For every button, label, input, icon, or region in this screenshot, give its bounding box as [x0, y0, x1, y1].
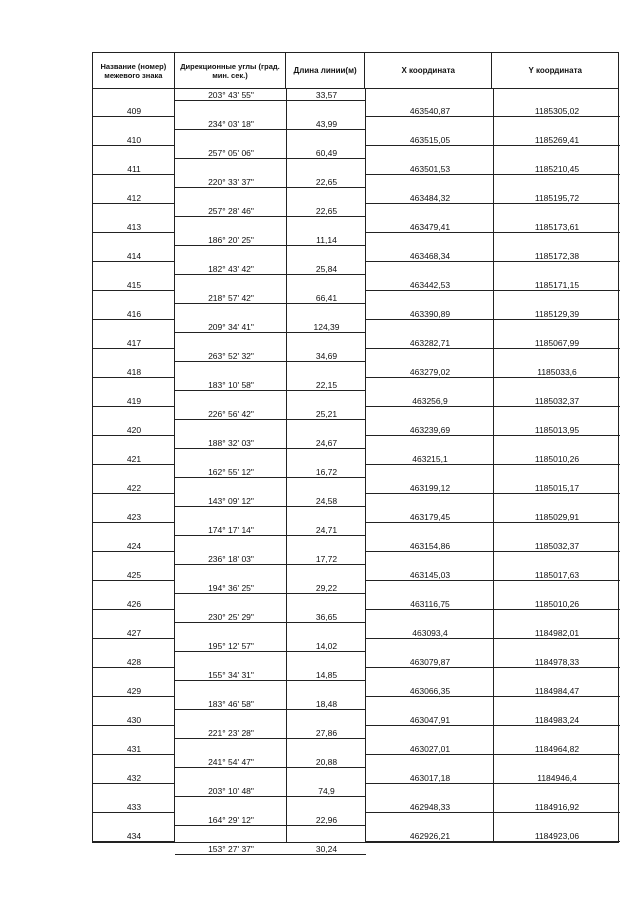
row-divider — [175, 709, 366, 710]
row-divider — [366, 754, 620, 755]
direction-angle-cell: 221° 23' 28" — [208, 727, 254, 738]
x-coordinate-cell: 463066,35 — [409, 685, 451, 696]
row-divider — [93, 754, 175, 755]
point-number-cell: 425 — [126, 569, 142, 580]
y-coordinate-cell: 1185015,17 — [534, 482, 580, 493]
point-number-cell: 418 — [126, 366, 142, 377]
point-number-cell: 414 — [126, 250, 142, 261]
row-divider — [175, 158, 366, 159]
row-divider — [175, 825, 366, 826]
row-divider — [175, 245, 366, 246]
row-divider — [175, 854, 366, 855]
line-length-cell: 25,21 — [315, 408, 338, 419]
point-number-cell: 423 — [126, 511, 142, 522]
point-number-cell: 426 — [126, 598, 142, 609]
row-divider — [175, 651, 366, 652]
point-number-cell: 410 — [126, 134, 142, 145]
direction-angle-cell: 186° 20' 25" — [208, 234, 254, 245]
y-coordinate-cell: 1185195,72 — [534, 192, 580, 203]
direction-angle-cell: 209° 34' 41" — [208, 321, 254, 332]
direction-angle-cell: 263° 52' 32" — [208, 350, 254, 361]
y-coordinate-cell: 1185172,38 — [534, 250, 580, 261]
row-divider — [366, 377, 620, 378]
point-number-cell: 412 — [126, 192, 142, 203]
y-coordinate-cell: 1185210,45 — [534, 163, 580, 174]
direction-angle-cell: 194° 36' 25" — [208, 582, 254, 593]
line-length-cell: 29,22 — [315, 582, 338, 593]
y-coordinate-cell: 1184983,24 — [534, 714, 580, 725]
x-coordinate-cell: 462948,33 — [409, 801, 451, 812]
y-coordinate-cell: 1185129,39 — [534, 308, 580, 319]
row-divider — [366, 841, 620, 842]
y-coordinate-cell: 1185305,02 — [534, 106, 580, 116]
x-coordinate-cell: 463390,89 — [409, 308, 451, 319]
point-number-cell: 413 — [126, 221, 142, 232]
header-point-name: Название (номер) межевого знака — [93, 53, 175, 88]
y-coordinate-cell: 1185017,63 — [534, 569, 580, 580]
row-divider — [175, 564, 366, 565]
direction-angle-cell: 183° 10' 58" — [208, 379, 254, 390]
direction-angle-cell: 162° 55' 12" — [208, 466, 254, 477]
row-divider — [175, 274, 366, 275]
line-length-cell: 27,86 — [315, 727, 338, 738]
point-number-cell: 422 — [126, 482, 142, 493]
table-header — [92, 52, 619, 89]
row-divider — [366, 348, 620, 349]
point-number-cell: 421 — [126, 453, 142, 464]
row-divider — [175, 535, 366, 536]
x-coordinate-cell: 463179,45 — [409, 511, 451, 522]
line-length-cell: 18,48 — [315, 698, 338, 709]
line-length-cell: 22,15 — [315, 379, 338, 390]
row-divider — [366, 638, 620, 639]
direction-angle-cell: 226° 56' 42" — [208, 408, 254, 419]
direction-angle-cell: 203° 43' 55" — [208, 90, 254, 100]
line-length-cell: 24,58 — [315, 495, 338, 506]
row-divider — [93, 319, 175, 320]
line-length-cell: 22,65 — [315, 205, 338, 216]
x-coordinate-cell: 463484,32 — [409, 192, 451, 203]
row-divider — [366, 116, 620, 117]
row-divider — [93, 725, 175, 726]
row-divider — [93, 609, 175, 610]
line-length-cell: 43,99 — [315, 119, 338, 129]
row-divider — [366, 696, 620, 697]
line-length-cell: 66,41 — [315, 292, 338, 303]
x-coordinate-cell: 463540,87 — [409, 106, 451, 116]
direction-angle-cell: 143° 09' 12" — [208, 495, 254, 506]
row-divider — [366, 406, 620, 407]
row-divider — [175, 796, 366, 797]
row-divider — [93, 551, 175, 552]
y-coordinate-cell: 1184946,4 — [537, 772, 577, 783]
row-divider — [93, 348, 175, 349]
direction-angle-cell: 218° 57' 42" — [208, 292, 254, 303]
x-coordinate-cell: 463501,53 — [409, 163, 451, 174]
x-coordinate-cell: 463047,91 — [409, 714, 451, 725]
line-length-cell: 22,96 — [315, 814, 338, 825]
y-coordinate-cell: 1185033,6 — [537, 366, 577, 377]
point-number-cell: 424 — [126, 540, 142, 551]
line-length-cell: 25,84 — [315, 263, 338, 274]
point-number-cell: 419 — [126, 395, 142, 406]
line-length-cell: 124,39 — [313, 321, 340, 332]
y-coordinate-cell: 1185171,15 — [534, 279, 580, 290]
row-divider — [175, 767, 366, 768]
row-divider — [175, 680, 366, 681]
y-coordinate-cell: 1185032,37 — [534, 395, 580, 406]
point-number-cell: 433 — [126, 801, 142, 812]
direction-angle-cell: 203° 10' 48" — [208, 785, 254, 796]
line-length-cell: 36,65 — [315, 611, 338, 622]
point-number-cell: 415 — [126, 279, 142, 290]
row-divider — [93, 638, 175, 639]
x-coordinate-cell: 463199,12 — [409, 482, 451, 493]
x-coordinate-cell: 463515,05 — [409, 134, 451, 145]
y-coordinate-cell: 1184978,33 — [534, 656, 580, 667]
row-divider — [366, 319, 620, 320]
row-divider — [366, 435, 620, 436]
line-length-cell: 14,02 — [315, 640, 338, 651]
direction-angle-cell: 195° 12' 57" — [208, 640, 254, 651]
line-length-cell: 14,85 — [315, 669, 338, 680]
row-divider — [366, 174, 620, 175]
row-divider — [175, 506, 366, 507]
row-divider — [366, 232, 620, 233]
y-coordinate-cell: 1185010,26 — [534, 453, 580, 464]
row-divider — [93, 580, 175, 581]
y-coordinate-cell: 1185067,99 — [534, 337, 580, 348]
row-divider — [93, 174, 175, 175]
row-divider — [366, 551, 620, 552]
direction-angle-cell: 220° 33' 37" — [208, 176, 254, 187]
line-length-cell: 22,65 — [315, 176, 338, 187]
row-divider — [366, 203, 620, 204]
direction-angle-cell: 230° 25' 29" — [208, 611, 254, 622]
y-coordinate-cell: 1185010,26 — [534, 598, 580, 609]
point-number-cell: 434 — [126, 830, 142, 841]
row-divider — [175, 622, 366, 623]
row-divider — [175, 738, 366, 739]
row-divider — [366, 725, 620, 726]
row-divider — [93, 464, 175, 465]
y-coordinate-cell: 1185013,95 — [534, 424, 580, 435]
line-length-cell: 74,9 — [318, 785, 335, 796]
x-coordinate-cell: 463154,86 — [409, 540, 451, 551]
line-length-cell: 30,24 — [315, 843, 338, 854]
header-x-coordinate: X координата — [365, 53, 493, 88]
point-number-cell: 416 — [126, 308, 142, 319]
y-coordinate-cell: 1185173,61 — [534, 221, 580, 232]
row-divider — [175, 390, 366, 391]
x-coordinate-cell: 462926,21 — [409, 830, 451, 841]
line-length-cell: 16,72 — [315, 466, 338, 477]
point-number-cell: 428 — [126, 656, 142, 667]
x-coordinate-cell: 463239,69 — [409, 424, 451, 435]
y-coordinate-cell: 1184916,92 — [534, 801, 580, 812]
y-coordinate-cell: 1185029,91 — [534, 511, 580, 522]
direction-angle-cell: 241° 54' 47" — [208, 756, 254, 767]
x-coordinate-cell: 463116,75 — [410, 598, 450, 609]
x-coordinate-cell: 463215,1 — [412, 453, 448, 464]
row-divider — [175, 100, 366, 101]
line-length-cell: 34,69 — [315, 350, 338, 361]
direction-angle-cell: 155° 34' 31" — [208, 669, 254, 680]
row-divider — [175, 361, 366, 362]
row-divider — [175, 448, 366, 449]
header-y-coordinate: Y координата — [528, 65, 582, 75]
line-length-cell: 17,72 — [315, 553, 338, 564]
line-length-cell: 11,14 — [316, 234, 337, 245]
row-divider — [93, 783, 175, 784]
y-coordinate-cell: 1185269,41 — [534, 134, 580, 145]
row-divider — [93, 145, 175, 146]
row-divider — [175, 593, 366, 594]
row-divider — [366, 145, 620, 146]
row-divider — [175, 129, 366, 130]
y-coordinate-cell: 1184982,01 — [534, 627, 580, 638]
point-number-cell: 420 — [126, 424, 142, 435]
row-divider — [366, 609, 620, 610]
row-divider — [93, 435, 175, 436]
y-coordinate-cell: 1184923,06 — [534, 830, 580, 841]
point-number-cell: 427 — [126, 627, 142, 638]
row-divider — [366, 812, 620, 813]
row-divider — [93, 377, 175, 378]
x-coordinate-cell: 463079,87 — [409, 656, 451, 667]
row-divider — [366, 783, 620, 784]
row-divider — [366, 290, 620, 291]
y-coordinate-cell: 1185032,37 — [534, 540, 580, 551]
row-divider — [366, 667, 620, 668]
direction-angle-cell: 174° 17' 14" — [208, 524, 254, 535]
direction-angle-cell: 234° 03' 18" — [208, 119, 254, 129]
header-line-length: Длина линии(м) — [286, 53, 365, 88]
line-length-cell: 24,67 — [315, 437, 338, 448]
row-divider — [93, 406, 175, 407]
x-coordinate-cell: 463256,9 — [412, 395, 448, 406]
row-divider — [93, 493, 175, 494]
x-coordinate-cell: 463279,02 — [409, 366, 451, 377]
x-coordinate-cell: 463093,4 — [412, 627, 448, 638]
row-divider — [93, 812, 175, 813]
row-divider — [366, 522, 620, 523]
x-coordinate-cell: 463027,01 — [409, 743, 451, 754]
row-divider — [93, 667, 175, 668]
direction-angle-cell: 257° 05' 06" — [208, 147, 254, 158]
point-number-cell: 429 — [126, 685, 142, 696]
row-divider — [93, 232, 175, 233]
row-divider — [366, 493, 620, 494]
row-divider — [93, 116, 175, 117]
x-coordinate-cell: 463468,34 — [409, 250, 451, 261]
line-length-cell: 33,57 — [315, 90, 338, 100]
line-length-cell: 24,71 — [315, 524, 338, 535]
header-direction-angle: Дирекционные углы (град. мин. сек.) — [175, 53, 287, 88]
row-divider — [175, 216, 366, 217]
row-divider — [175, 477, 366, 478]
direction-angle-cell: 153° 27' 37" — [208, 843, 254, 854]
x-coordinate-cell: 463145,03 — [409, 569, 451, 580]
direction-angle-cell: 164° 29' 12" — [208, 814, 254, 825]
row-divider — [175, 419, 366, 420]
row-divider — [366, 580, 620, 581]
row-divider — [93, 841, 175, 842]
direction-angle-cell: 182° 43' 42" — [208, 263, 254, 274]
row-divider — [175, 303, 366, 304]
direction-angle-cell: 183° 46' 58" — [208, 698, 254, 709]
line-length-cell: 20,88 — [315, 756, 338, 767]
x-coordinate-cell: 463017,18 — [409, 772, 451, 783]
line-length-cell: 60,49 — [315, 147, 338, 158]
row-divider — [175, 187, 366, 188]
direction-angle-cell: 236° 18' 03" — [208, 553, 254, 564]
point-number-cell: 417 — [126, 337, 142, 348]
x-coordinate-cell: 463442,53 — [409, 279, 451, 290]
row-divider — [93, 203, 175, 204]
row-divider — [366, 464, 620, 465]
point-number-cell: 411 — [127, 163, 141, 174]
table-body — [92, 89, 619, 854]
row-divider — [366, 261, 620, 262]
direction-angle-cell: 188° 32' 03" — [208, 437, 254, 448]
row-divider — [175, 332, 366, 333]
coordinates-table — [92, 52, 619, 854]
x-coordinate-cell: 463282,71 — [409, 337, 451, 348]
x-coordinate-cell: 463479,41 — [409, 221, 451, 232]
point-number-cell: 409 — [126, 106, 142, 116]
row-divider — [93, 261, 175, 262]
row-divider — [93, 522, 175, 523]
point-number-cell: 430 — [126, 714, 142, 725]
y-coordinate-cell: 1184964,82 — [534, 743, 580, 754]
row-divider — [93, 696, 175, 697]
direction-angle-cell: 257° 28' 46" — [208, 205, 254, 216]
y-coordinate-cell: 1184984,47 — [534, 685, 580, 696]
point-number-cell: 432 — [126, 772, 142, 783]
point-number-cell: 431 — [126, 743, 142, 754]
row-divider — [93, 290, 175, 291]
